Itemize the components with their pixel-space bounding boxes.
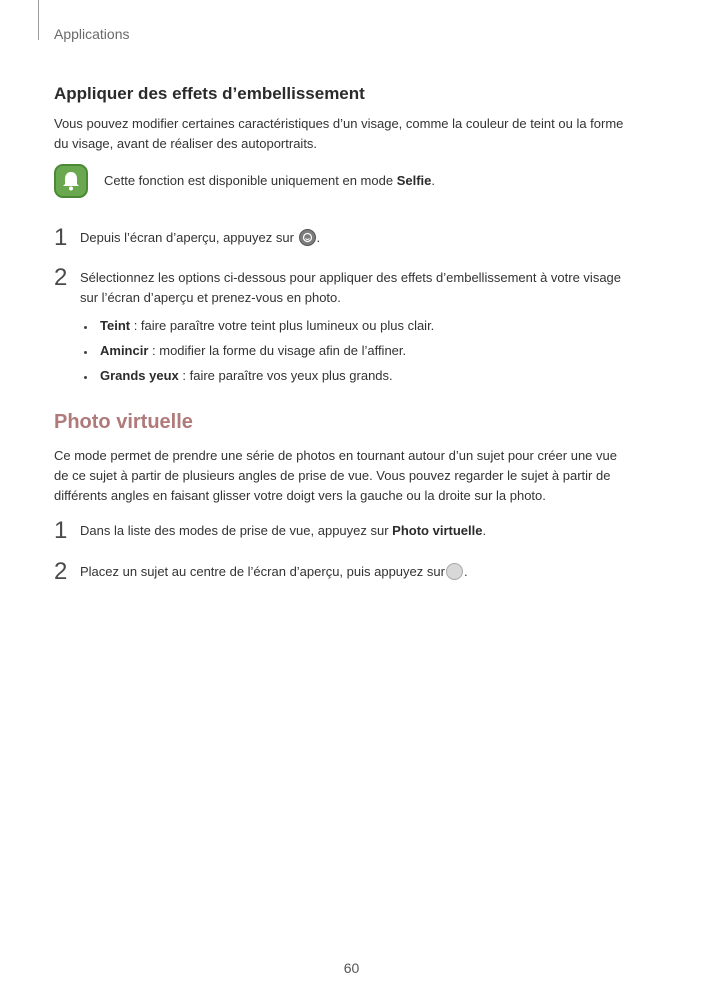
note-text-prefix: Cette fonction est disponible uniquement en mode xyxy=(104,173,397,188)
step2-text: Placez un sujet au centre de l’écran d’aperçu, puis appuyez sur xyxy=(80,564,445,579)
bullet-dot xyxy=(84,376,87,379)
bullet-term: Amincir xyxy=(100,343,149,358)
step-text xyxy=(80,268,640,308)
bullet-term: Grands yeux xyxy=(100,368,179,383)
step-number: 1 xyxy=(54,517,68,544)
header-label: Applications xyxy=(54,26,130,42)
step-text xyxy=(80,228,640,248)
bullet-desc: : faire paraître vos yeux plus grands. xyxy=(178,368,393,383)
beauty-face-icon xyxy=(299,229,316,246)
section2-intro xyxy=(54,446,644,506)
section-title-photo-virtuelle: Photo virtuelle xyxy=(54,411,193,433)
step-number: 1 xyxy=(54,224,68,251)
step1-suffix: . xyxy=(482,523,487,538)
note-text-bold: Selfie xyxy=(396,173,432,188)
page-number: 60 xyxy=(343,960,360,976)
header-rule xyxy=(38,0,39,40)
bullet-desc: : faire paraître votre teint plus lumineux ou plus clair. xyxy=(130,318,435,333)
section1-intro-line2: du visage, avant de réaliser des autoportraits. xyxy=(54,136,318,151)
bullet-desc: : modifier la forme du visage afin de l’affiner. xyxy=(148,343,407,358)
note-text-suffix: . xyxy=(431,173,436,188)
step1-text: Depuis l’écran d’aperçu, appuyez sur xyxy=(80,230,294,245)
note-box xyxy=(54,164,654,198)
section-title-embellissement: Appliquer des effets d’embellissement xyxy=(54,84,365,103)
note-text xyxy=(104,173,435,188)
section1-intro xyxy=(54,114,644,154)
bullet-dot xyxy=(84,351,87,354)
step2-line2: sur l’écran d’aperçu et prenez-vous en photo. xyxy=(80,290,341,305)
step-number: 2 xyxy=(54,558,68,585)
section2-intro-line1: Ce mode permet de prendre une série de photos en tournant autour d’un sujet pour créer une vue xyxy=(54,448,617,463)
shutter-button-icon xyxy=(446,563,463,580)
step-text xyxy=(80,562,640,582)
bullet-term: Teint xyxy=(100,318,131,333)
step2-line1: Sélectionnez les options ci-dessous pour appliquer des effets d’embellissement à votre visage xyxy=(80,270,622,285)
step1-bold: Photo virtuelle xyxy=(392,523,483,538)
section2-intro-line3: différents angles en faisant glisser votre doigt vers la gauche ou la droite sur la photo. xyxy=(54,488,546,503)
section2-intro-line2: de ce sujet à partir de plusieurs angles de prise de vue. Vous pouvez regarder le sujet à partir de xyxy=(54,468,611,483)
bullet-dot xyxy=(84,326,87,329)
step-number: 2 xyxy=(54,264,68,291)
step2-end: . xyxy=(463,564,468,579)
section1-intro-line1: Vous pouvez modifier certaines caractéristiques d’un visage, comme la couleur de teint ou la forme xyxy=(54,116,624,131)
step1-end: . xyxy=(316,230,321,245)
step1-prefix: Dans la liste des modes de prise de vue, appuyez sur xyxy=(80,523,393,538)
step-text xyxy=(80,521,640,541)
notice-bell-icon xyxy=(54,164,88,198)
